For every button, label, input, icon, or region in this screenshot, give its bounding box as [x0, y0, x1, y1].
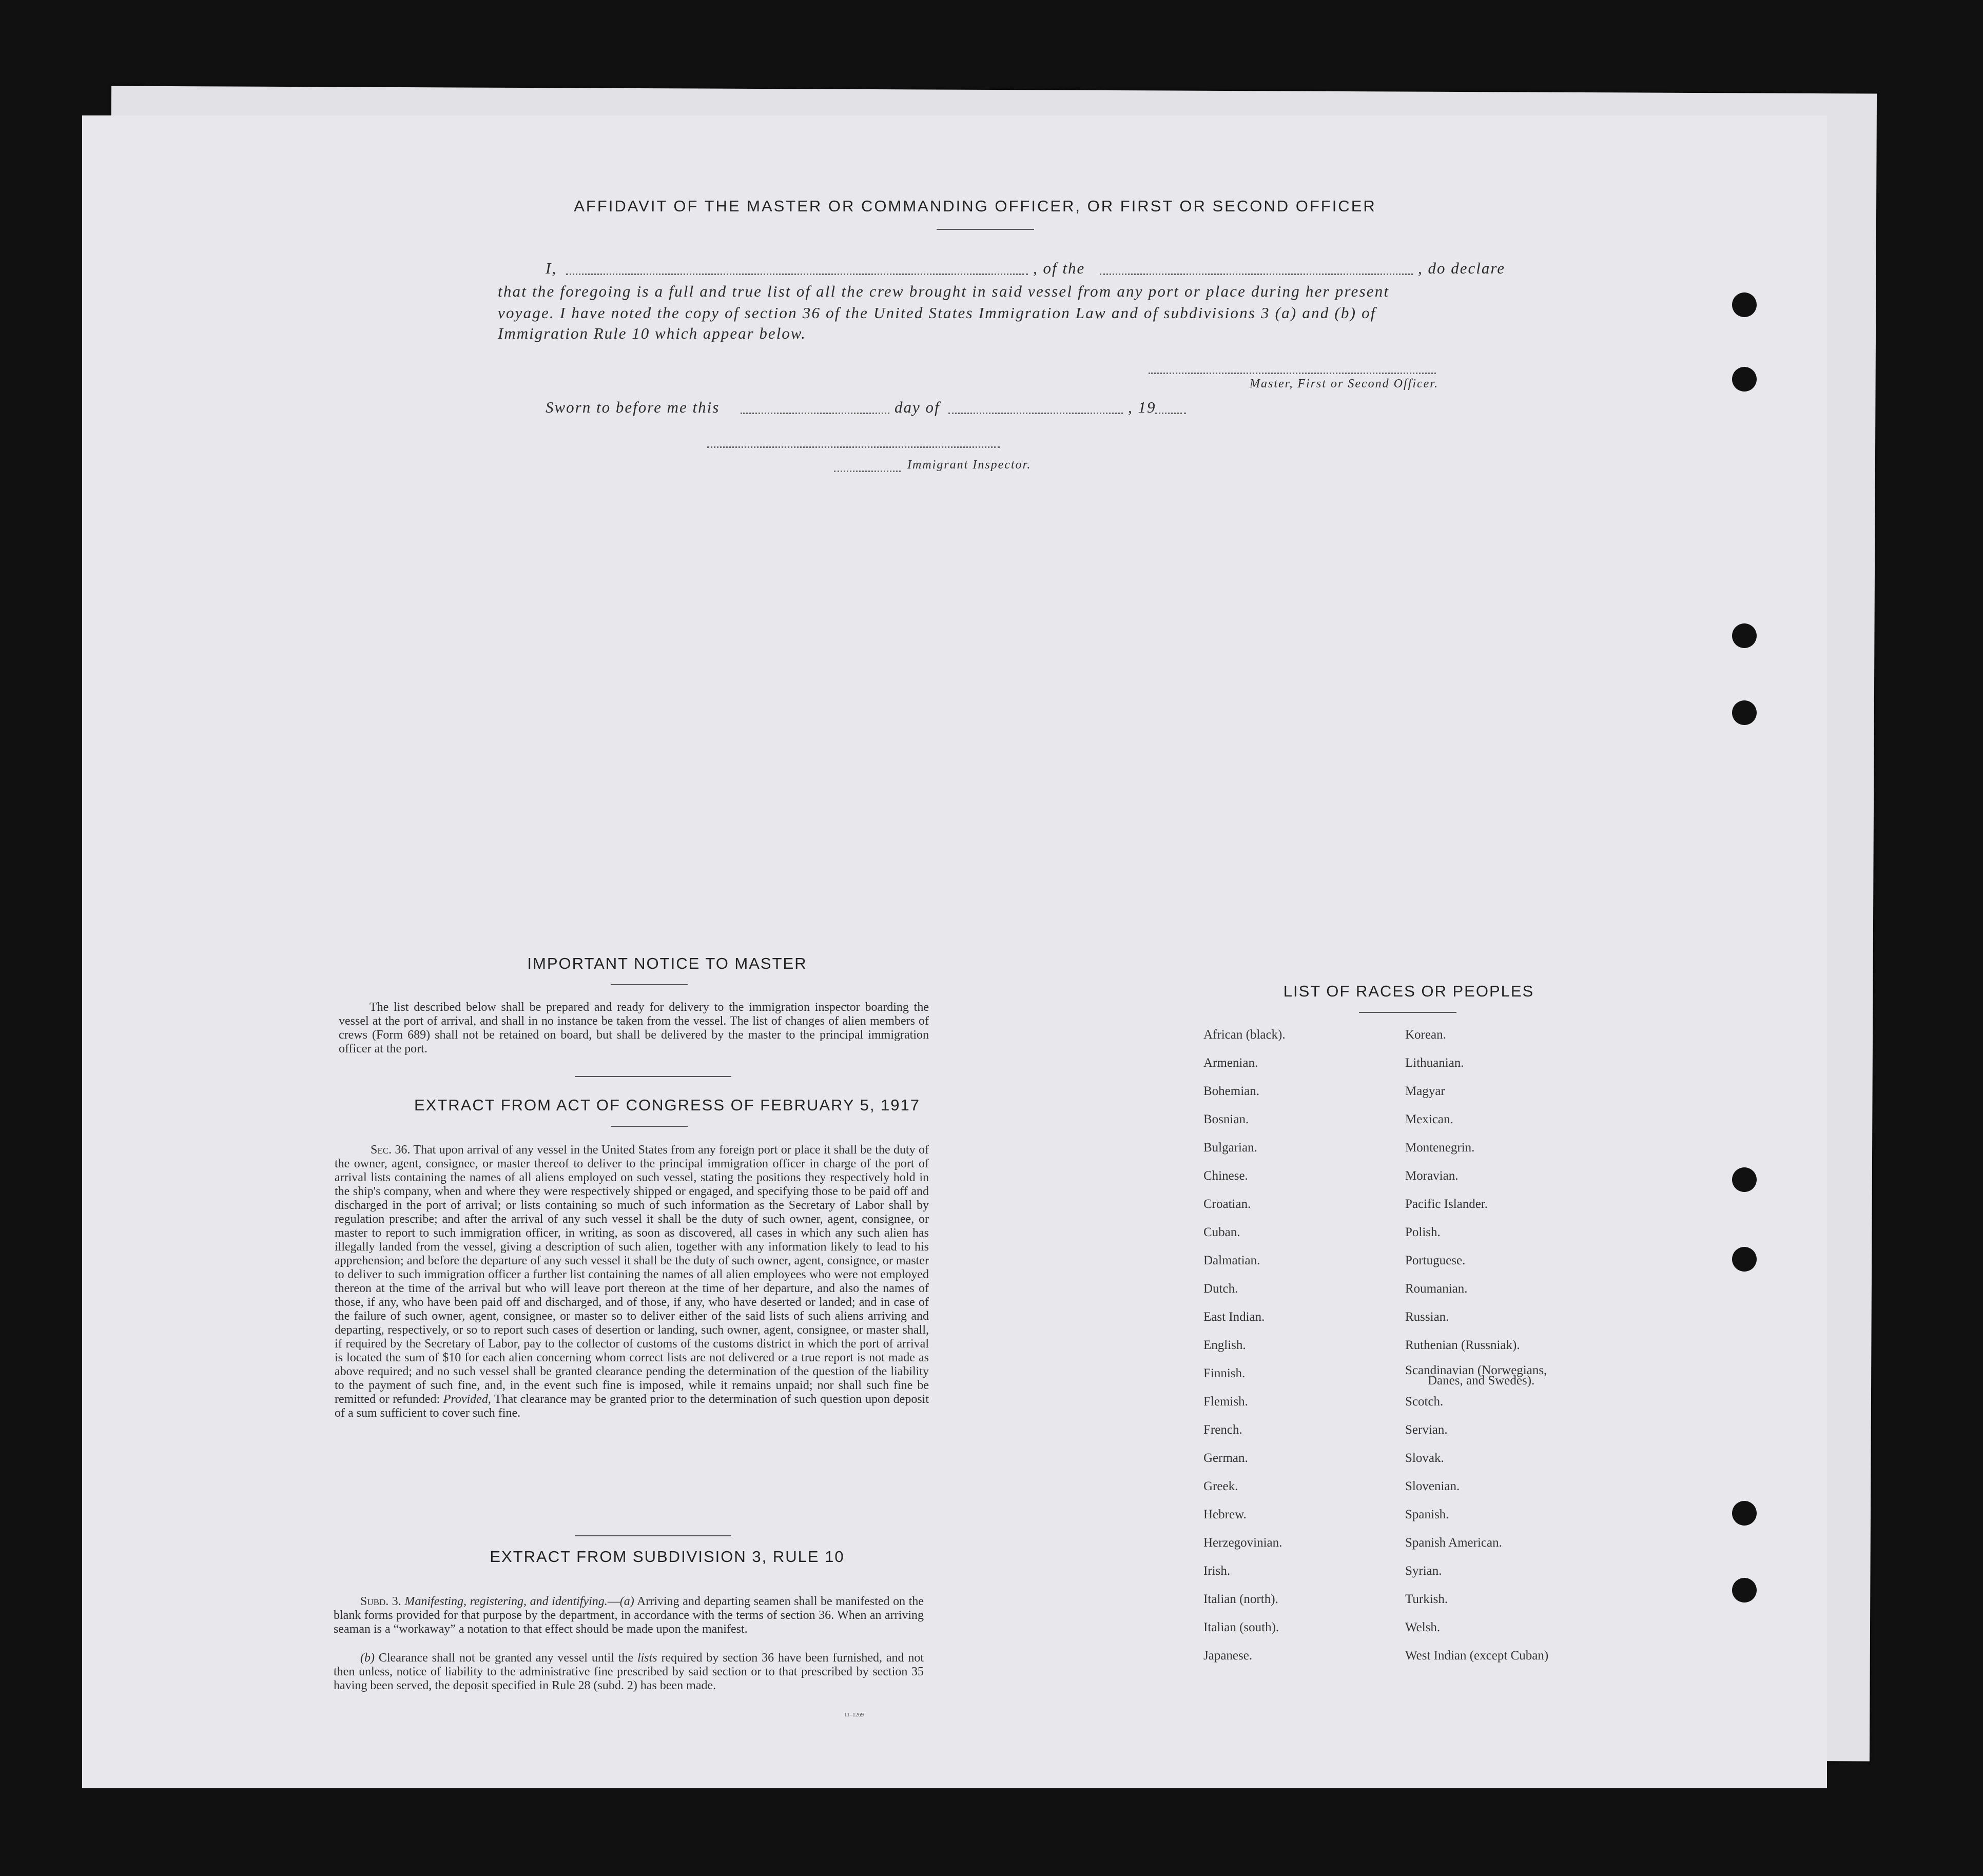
notice-title: IMPORTANT NOTICE TO MASTER: [527, 954, 807, 972]
race-item: Dutch.: [1203, 1282, 1238, 1296]
race-item: Herzegovinian.: [1203, 1536, 1282, 1550]
inspector-signature-field[interactable]: [707, 446, 1000, 448]
race-item: Servian.: [1405, 1423, 1448, 1437]
race-item: Pacific Islander.: [1405, 1197, 1488, 1211]
race-item: Syrian.: [1405, 1564, 1442, 1578]
sworn-line: [546, 398, 1202, 417]
race-item: African (black).: [1203, 1028, 1286, 1042]
declaration-line-2: that the foregoing is a full and true list of all the crew brought in said vessel from any port or place during her present: [498, 282, 1390, 300]
sworn-month-field[interactable]: [948, 413, 1123, 414]
rule-subd-b: [334, 1651, 924, 1693]
declaration-line-3: voyage. I have noted the copy of section 36 of the United States Immigration Law and of subdivisions 3 (a) and (b) of: [498, 304, 1376, 322]
race-item: Dalmatian.: [1203, 1254, 1260, 1267]
race-item: West Indian (except Cuban): [1405, 1649, 1549, 1663]
race-item: Chinese.: [1203, 1169, 1248, 1183]
declarant-name-field[interactable]: [566, 273, 1028, 275]
subd-heading: Manifesting, registering, and identifying.: [404, 1595, 608, 1608]
race-item: French.: [1203, 1423, 1242, 1437]
para-b-marker: (b): [360, 1651, 375, 1665]
race-item: Russian.: [1405, 1310, 1449, 1324]
binder-hole: [1732, 367, 1757, 392]
para-b-text-2: required by section 36 have been furnished, and not then unless, notice of liability to the administrative fine prescribed by said section or to that prescribed by section 35 having been served, the deposit specified in Rule 28 (subd. 2) has been made.: [334, 1651, 924, 1692]
binder-hole: [1732, 1247, 1757, 1272]
day-of-text: day of: [895, 398, 940, 416]
declaration-line-4: Immigration Rule 10 which appear below.: [498, 324, 806, 342]
race-item: Portuguese.: [1405, 1254, 1466, 1267]
act-text-end: That clearance may be granted prior to the determination of such question upon deposit of a sum sufficient to cover such fine.: [335, 1393, 929, 1420]
race-item: Italian (north).: [1203, 1592, 1278, 1606]
sec-label: Sec. 36.: [371, 1143, 411, 1157]
act-text: That upon arrival of any vessel in the United States from any foreign port or place it shall be the duty of the owner, agent, consignee, or master thereof to deliver to the principal immigration officer in charge of the port of arrival lists containing the names of all aliens employed on such vessel, stating the positions they respectively hold in the ship's company, when and where they were respectively shipped or engaged, and specifying those to be paid off and discharged in the port of arrival; or lists containing so much of such information as the Secretary of Labor shall by regulation prescribe; and after the arrival of any such vessel it shall be the duty of such owner, agent, consignee, or master to report to such immigration officer, in writing, as soon as discovered, all cases in which any such alien has illegally landed from the vessel, giving a description of such alien, together with any information likely to lead to his apprehension; and before the departure of any such vessel it shall be the duty of such owner, agent, consignee, or master to deliver to such immigration officer a further list containing the names of all alien employees who were not employed thereon at the time of the arrival but who will leave port thereon at the time of her departure, and also the names of those, if any, who have been paid off and discharged, and of those, if any, who have deserted or landed; and in case of the failure of such owner, agent, consignee, or master so to deliver either of the said lists of such aliens arriving and departing, respectively, or so to report such cases of desertion or landing, such owner, agent, consignee, or master shall, if required by the Secretary of Labor, pay to the collector of customs of the customs district in which the port of arrival is located the sum of $10 for each alien concerning whom correct lists are not delivered or a true report is not made as above required; and no such vessel shall be granted clearance pending the determination of the question of the liability to the payment of such fine, and, in the event such fine is imposed, while it remains unpaid; nor shall such fine be remitted or refunded:: [335, 1143, 929, 1406]
race-item: Magyar: [1405, 1084, 1445, 1098]
race-item: Korean.: [1405, 1028, 1446, 1042]
race-item: Flemish.: [1203, 1395, 1248, 1409]
races-title: LIST OF RACES OR PEOPLES: [1283, 982, 1534, 1000]
race-item: Bosnian.: [1203, 1112, 1249, 1126]
race-item: Armenian.: [1203, 1056, 1258, 1070]
affidavit-title: AFFIDAVIT OF THE MASTER OR COMMANDING OFFICER, OR FIRST OR SECOND OFFICER: [574, 197, 1376, 215]
form-page: [82, 115, 1827, 1788]
act-bottom-rule: [575, 1535, 731, 1536]
master-signature-field[interactable]: [1149, 373, 1436, 374]
race-item: Polish.: [1405, 1225, 1441, 1239]
race-item: Slovak.: [1405, 1451, 1444, 1465]
races-rule: [1359, 1012, 1456, 1013]
races-right-column: [1405, 1028, 1548, 1677]
binder-hole: [1732, 1167, 1757, 1192]
inspector-prefix-field[interactable]: [834, 471, 901, 472]
do-declare-text: , do declare: [1418, 259, 1506, 277]
race-item-scandinavian: Scandinavian (Norwegians,: [1405, 1363, 1547, 1377]
declarant-prefix: I,: [546, 259, 557, 277]
race-item: Turkish.: [1405, 1592, 1448, 1606]
act-section-36: [335, 1143, 929, 1420]
binder-hole: [1732, 1501, 1757, 1526]
race-item: Lithuanian.: [1405, 1056, 1464, 1070]
race-item: Slovenian.: [1405, 1479, 1460, 1493]
para-a-text: Arriving and departing seamen shall be manifested on the blank forms provided for that purpose by the department, in accordance with the terms of section 36. When an arriving seaman is a “workaway” a notation to that effect should be made upon the manifest.: [334, 1595, 924, 1636]
of-the-text: , of the: [1033, 259, 1085, 277]
race-item: Greek.: [1203, 1479, 1238, 1493]
inspector-label: Immigrant Inspector.: [907, 458, 1032, 472]
race-item: East Indian.: [1203, 1310, 1265, 1324]
notice-rule: [611, 984, 688, 985]
race-item: Welsh.: [1405, 1620, 1441, 1634]
para-a-marker: (a): [619, 1595, 634, 1608]
race-item: Croatian.: [1203, 1197, 1251, 1211]
race-item: English.: [1203, 1338, 1246, 1352]
declaration-line-1: [546, 259, 1506, 278]
race-item: Moravian.: [1405, 1169, 1459, 1183]
race-item: Mexican.: [1405, 1112, 1453, 1126]
race-item: Cuban.: [1203, 1225, 1240, 1239]
binder-hole: [1732, 292, 1757, 317]
binder-hole: [1732, 1578, 1757, 1603]
binder-hole: [1732, 623, 1757, 648]
year-prefix-text: , 19: [1128, 398, 1156, 416]
vessel-name-field[interactable]: [1100, 273, 1413, 275]
race-item: Spanish.: [1405, 1508, 1449, 1521]
race-item: Ruthenian (Russniak).: [1405, 1338, 1520, 1352]
act-rule: [611, 1126, 688, 1127]
sworn-day-field[interactable]: [741, 413, 889, 414]
race-item: Scotch.: [1405, 1395, 1444, 1409]
provided-word: Provided,: [443, 1393, 491, 1406]
sworn-year-field[interactable]: [1155, 413, 1186, 414]
race-item: German.: [1203, 1451, 1248, 1465]
race-item: Bulgarian.: [1203, 1141, 1257, 1155]
races-left-column: [1203, 1028, 1286, 1677]
race-item: Italian (south).: [1203, 1620, 1279, 1634]
rule-subd-a: Subd. 3. Manifesting, registering, and identifying.—(a) Arriving and departing seamen shall be manifested on the blank forms provided for that purpose by the department, in accordance with the terms of section 36. When an arriving seaman is a “workaway” a notation to that effect should be made upon the manifest.: [334, 1595, 924, 1636]
form-number: 11–1269: [844, 1712, 864, 1718]
race-item: Montenegrin.: [1405, 1141, 1475, 1155]
race-item: Finnish.: [1203, 1366, 1246, 1380]
race-item-scandinavian-cont: Danes, and Swedes).: [1428, 1374, 1535, 1388]
race-item: Spanish American.: [1405, 1536, 1502, 1550]
title-rule: [937, 229, 1034, 230]
notice-text: The list described below shall be prepared and ready for delivery to the immigration inspector boarding the vessel at the port of arrival, and shall in no instance be taken from the vessel. The list of changes of alien members of crews (Form 689) shall not be retained on board, but shall be delivered by the master to the principal immigration officer at the port.: [339, 1001, 929, 1056]
race-item: [1405, 1363, 1548, 1392]
race-item: Bohemian.: [1203, 1084, 1260, 1098]
master-signature-label: Master, First or Second Officer.: [1250, 377, 1438, 390]
act-title: EXTRACT FROM ACT OF CONGRESS OF FEBRUARY 5, 1917: [414, 1096, 921, 1114]
race-item: Irish.: [1203, 1564, 1231, 1578]
lists-word: lists: [637, 1651, 657, 1665]
race-item: Japanese.: [1203, 1649, 1253, 1663]
sworn-prefix: Sworn to before me this: [546, 398, 720, 416]
rule-title: EXTRACT FROM SUBDIVISION 3, RULE 10: [490, 1548, 845, 1566]
race-item: Roumanian.: [1405, 1282, 1468, 1296]
notice-bottom-rule: [575, 1076, 731, 1077]
subd-label: Subd. 3.: [360, 1595, 401, 1608]
race-item: Hebrew.: [1203, 1508, 1247, 1521]
para-b-text-1: Clearance shall not be granted any vessel until the: [378, 1651, 634, 1665]
binder-hole: [1732, 700, 1757, 725]
